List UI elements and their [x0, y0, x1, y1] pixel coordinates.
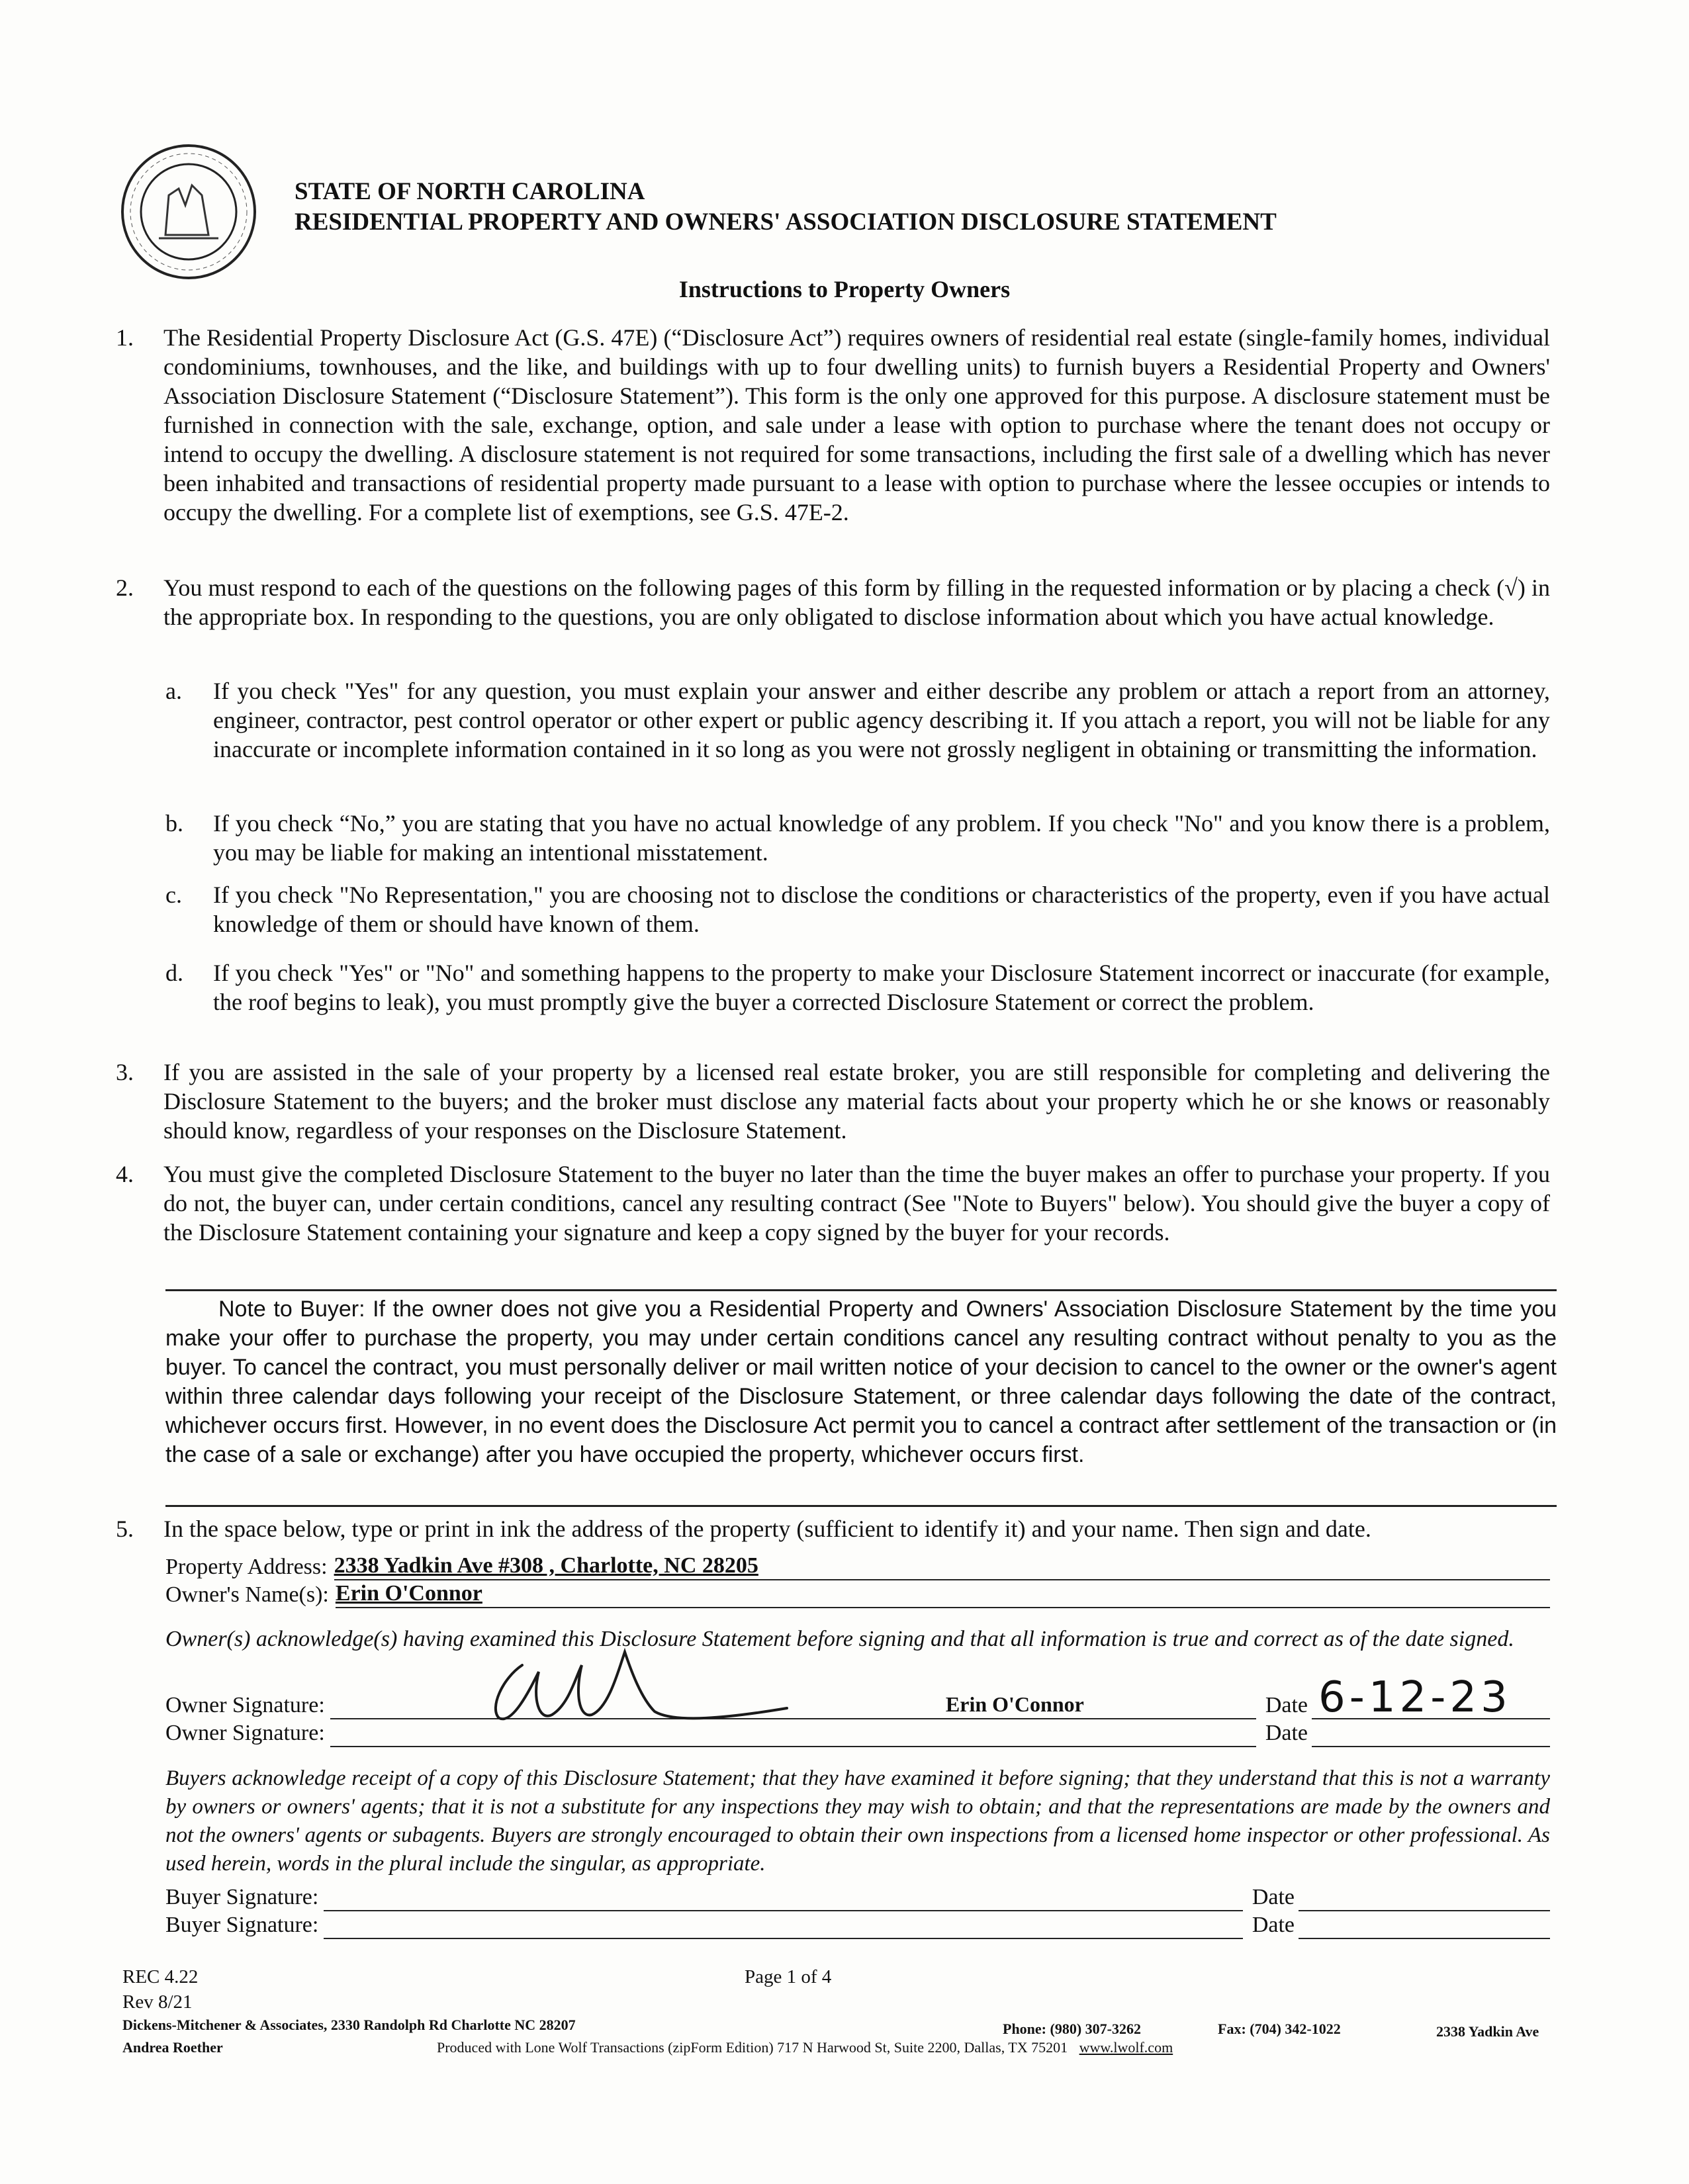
form-code: REC 4.22: [122, 1966, 199, 1987]
item-number: 3.: [116, 1059, 134, 1085]
subitem-text: If you check "No Representation," you are choosing not to disclose the conditions or characteristics of the property, even if you have actual knowledge of them or should have known of them.: [213, 882, 1550, 937]
owner-date-field-2[interactable]: [1312, 1719, 1550, 1747]
form-title: RESIDENTIAL PROPERTY AND OWNERS' ASSOCIATION DISCLOSURE STATEMENT: [295, 208, 1277, 236]
buyer-signature-field[interactable]: [324, 1884, 1242, 1911]
buyer-date-label: Date: [1252, 1913, 1295, 1937]
instruction-item-5: [116, 1514, 1550, 1543]
owner-names-value: Erin O'Connor: [335, 1581, 482, 1606]
subitem-text: If you check "Yes" for any question, you must explain your answer and either describe any problem or attach a report from an attorney, engineer, contractor, pest control operator or other expert or public agency describing it. If you attach a report, you will not be liable for any inaccurate or incomplete information contained in it so long as you were not grossly negligent in obtaining or transmitting the information.: [213, 678, 1550, 762]
owner-signature-label: Owner Signature:: [165, 1693, 325, 1717]
divider: [165, 1289, 1557, 1291]
company-info: Dickens-Mitchener & Associates, 2330 Randolph Rd Charlotte NC 28207: [122, 2017, 576, 2033]
owner-names-field[interactable]: [336, 1580, 1550, 1608]
property-address-label: Property Address:: [165, 1555, 328, 1579]
item-number: 1.: [116, 324, 134, 351]
buyer-date-field-2[interactable]: [1299, 1911, 1550, 1939]
subitem-letter: c.: [165, 882, 182, 908]
item-number: 4.: [116, 1161, 134, 1187]
form-revision: Rev 8/21: [122, 1991, 193, 2013]
buyer-signature-label: Buyer Signature:: [165, 1913, 319, 1937]
buyer-signature-block: [165, 1884, 1550, 1939]
buyer-signature-label: Buyer Signature:: [165, 1885, 319, 1909]
property-address-field[interactable]: [334, 1553, 1550, 1580]
subitem-letter: b.: [165, 810, 183, 837]
owner-names-label: Owner's Name(s):: [165, 1582, 329, 1607]
property-address-row: [165, 1553, 1550, 1608]
instruction-subitem-d: [165, 958, 1550, 1017]
buyer-date-field[interactable]: [1299, 1884, 1550, 1911]
divider: [165, 1505, 1557, 1507]
subitem-letter: a.: [165, 678, 182, 704]
buyer-signature-field-2[interactable]: [324, 1911, 1242, 1939]
property-address-value: 2338 Yadkin Ave #308 , Charlotte, NC 28205: [334, 1553, 758, 1578]
item-number: 5.: [116, 1516, 134, 1542]
instruction-subitem-a: [165, 676, 1550, 764]
subitem-text: If you check “No,” you are stating that you have no actual knowledge of any problem. If you check "No" and you know there is a problem, you may be liable for making an intentional misstatement.: [213, 810, 1550, 866]
owner-printed-name: Erin O'Connor: [945, 1692, 1084, 1716]
owner-signature-block: [165, 1673, 1550, 1747]
item-text: If you are assisted in the sale of your property by a licensed real estate broker, you are still responsible for completing and delivering the Disclosure Statement to the buyers; and the broker must disclose any material facts about your property which he or she knows or reasonably should know, regardless of your responses on the Disclosure Statement.: [163, 1059, 1550, 1144]
phone-number: Phone: (980) 307-3262: [1003, 2021, 1141, 2037]
handwritten-signature-icon: [476, 1645, 833, 1725]
instruction-item-4: [116, 1160, 1550, 1247]
item-text: The Residential Property Disclosure Act (G.S. 47E) (“Disclosure Act”) requires owners of residential real estate (single-family homes, individual condominiums, townhouses, and the like, and buildings with up to four dwelling units) to furnish buyers a Residential Property and Owners' Association Disclosure Statement (“Disclosure Statement”). This form is the only one approved for this purpose. A disclosure statement must be furnished in connection with the sale, exchange, option, and sale under a lease with option to purchase where the tenant does not occupy or intend to occupy the dwelling. A disclosure statement is not required for some transactions, including the first sale of a dwelling which has never been inhabited and transactions of residential property made pursuant to a lease with option to purchase where the lessee occupies or intends to occupy the dwelling. For a complete list of exemptions, see G.S. 47E-2.: [163, 324, 1550, 525]
instruction-subitem-c: [165, 880, 1550, 938]
subitem-text: If you check "Yes" or "No" and something happens to the property to make your Disclosure Statement incorrect or inaccurate (for example, the roof begins to leak), you must promptly give the buyer a corrected Disclosure Statement or correct the problem.: [213, 960, 1550, 1015]
item-number: 2.: [116, 574, 134, 601]
note-to-buyer: [165, 1295, 1557, 1469]
owner-date-field[interactable]: [1312, 1673, 1550, 1722]
produced-by-text: Produced with Lone Wolf Transactions (zipForm Edition) 717 N Harwood St, Suite 2200, Dallas, TX 75201: [437, 2039, 1068, 2056]
state-title: STATE OF NORTH CAROLINA: [295, 178, 645, 205]
item-text: You must give the completed Disclosure Statement to the buyer no later than the time the buyer makes an offer to purchase your property. If you do not, the buyer can, under certain conditions, cancel any resulting contract (See "Note to Buyers" below). You should give the buyer a copy of the Disclosure Statement containing your signature and keep a copy signed by the buyer for your records.: [163, 1161, 1550, 1246]
owner-date-value: 6-12-23: [1318, 1673, 1512, 1722]
item-text: In the space below, type or print in ink the address of the property (sufficient to identify it) and your name. Then sign and date.: [163, 1516, 1371, 1542]
agent-name: Andrea Roether: [122, 2039, 223, 2056]
item-text: You must respond to each of the questions on the following pages of this form by filling in the requested information or by placing a check (√) in the appropriate box. In responding to the questions, you are only obligated to disclose information about which you have actual knowledge.: [163, 574, 1550, 630]
page-number: Page 1 of 4: [745, 1966, 832, 1987]
buyer-date-label: Date: [1252, 1885, 1295, 1909]
owner-signature-field[interactable]: [330, 1692, 1256, 1719]
produced-by: [437, 2038, 1173, 2057]
fax-number: Fax: (704) 342-1022: [1218, 2021, 1341, 2037]
instructions-heading: Instructions to Property Owners: [678, 276, 1011, 302]
instruction-item-1: [116, 323, 1550, 527]
subitem-letter: d.: [165, 960, 183, 986]
website-link[interactable]: www.lwolf.com: [1079, 2039, 1173, 2056]
state-seal-icon: [119, 142, 258, 281]
instruction-subitem-b: [165, 809, 1550, 867]
buyer-acknowledgement: Buyers acknowledge receipt of a copy of this Disclosure Statement; that they have examined it before signing; that they understand that this is not a warranty by owners or owners' agents; that it is not a substitute for any inspections they may wish to obtain; and that the representations are made by the owners and not the owners' agents or subagents. Buyers are strongly encouraged to obtain their own inspections from a licensed home inspector or other professional. As used herein, words in the plural include the singular, as appropriate.: [165, 1766, 1550, 1876]
file-name: 2338 Yadkin Ave: [1436, 2023, 1539, 2040]
owner-date-label: Date: [1265, 1721, 1308, 1745]
owner-acknowledgement: Owner(s) acknowledge(s) having examined this Disclosure Statement before signing and that all information is true and correct as of the date signed.: [165, 1627, 1514, 1651]
owner-date-label: Date: [1265, 1693, 1308, 1717]
owner-signature-label: Owner Signature:: [165, 1721, 325, 1745]
instruction-item-3: [116, 1058, 1550, 1145]
instruction-item-2: [116, 573, 1550, 631]
note-to-buyer-text: Note to Buyer: If the owner does not give you a Residential Property and Owners' Association Disclosure Statement by the time you make your offer to purchase the property, you may under certain conditions cancel any resulting contract without penalty to you as the buyer. To cancel the contract, you must personally deliver or mail written notice of your decision to cancel to the owner or the owner's agent within three calendar days following your receipt of the Disclosure Statement, or three calendar days following the date of the contract, whichever occurs first. However, in no event does the Disclosure Act permit you to cancel a contract after settlement of the transaction or (in the case of a sale or exchange) after you have occupied the property, whichever occurs first.: [165, 1297, 1557, 1467]
